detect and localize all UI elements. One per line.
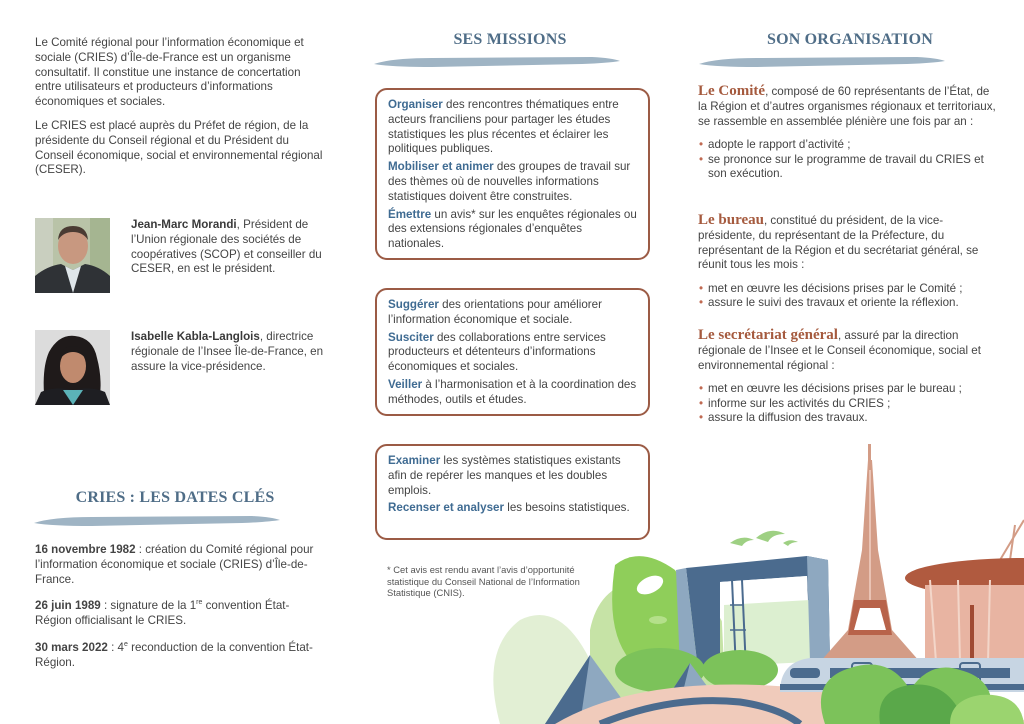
org-comite-list: [698, 138, 998, 181]
list-item-text: met en œuvre les décisions prises par le bureau ;: [708, 382, 962, 396]
list-item-text: assure le suivi des travaux et oriente la réflexion.: [708, 296, 959, 310]
mission-text: des orientations pour améliorer l’information économique et sociale.: [388, 298, 602, 326]
org-comite: [698, 84, 998, 181]
bullet-icon: •: [699, 138, 704, 152]
bullet-icon: •: [699, 382, 704, 396]
intro-paragraph: Le CRIES est placé auprès du Préfet de région, de la présidente du Conseil régional et du Président du Conseil économique, social et environnemental régional (CESER).: [35, 118, 323, 177]
org-bureau-text: [698, 213, 998, 273]
org-secretariat-list: [698, 382, 998, 425]
date-text: : 4: [107, 640, 124, 654]
vice-president-role: , directrice régionale de l’Insee Île-de-France, en assure la vice-présidence.: [131, 330, 324, 373]
missions-footnote: * Cet avis est rendu avant l’avis d’opportunité statistique du Conseil National de l’Information Statistique (CNIS).: [387, 564, 580, 599]
date-item: [35, 638, 325, 670]
mission-item: [388, 331, 638, 375]
missions-box-2: [375, 288, 650, 416]
bullet-icon: •: [699, 296, 704, 310]
mission-item: [388, 98, 638, 157]
bird-icon: [756, 531, 785, 542]
person-president: [35, 218, 335, 293]
dates-heading: CRIES : LES DATES CLÉS: [75, 489, 275, 506]
list-item: [698, 411, 998, 425]
date-sup: re: [196, 599, 203, 607]
date-label: 26 juin 1989: [35, 599, 101, 613]
list-item-text: informe sur les activités du CRIES ;: [708, 396, 891, 410]
mission-keyword: Susciter: [388, 330, 434, 344]
missions-heading: SES MISSIONS: [453, 31, 567, 48]
list-item: [698, 153, 998, 181]
org-comite-title: Le Comité: [698, 83, 766, 99]
mission-item: [388, 378, 638, 408]
bullet-icon: •: [699, 410, 704, 424]
date-sup: e: [123, 640, 128, 648]
mission-keyword: Émettre: [388, 207, 432, 221]
mission-text: un avis* sur les enquêtes régionales ou des extensions régionales d’enquêtes nationales.: [388, 207, 637, 251]
org-bureau-desc: , constitué du président, de la vice-présidente, du représentant de la Préfecture, du représentant de la Région et du secrétariat général, se réunit tous les mois :: [698, 214, 979, 272]
list-item-text: adopte le rapport d’activité ;: [708, 138, 851, 152]
list-item: [698, 296, 998, 310]
missions-box-1: [375, 88, 650, 260]
date-label: 16 novembre 1982: [35, 543, 136, 556]
org-comite-desc: , composé de 60 représentants de l’État, de la Région et d’autres organismes régionaux et territoriaux, se rassemble en assemblée plénière une fois par an :: [698, 85, 996, 128]
date-text: : signature de la 1: [100, 599, 197, 613]
list-item: [698, 138, 998, 152]
org-bureau-list: [698, 282, 998, 310]
list-item-text: met en œuvre les décisions prises par le Comité ;: [708, 282, 963, 296]
mission-keyword: Veiller: [388, 377, 423, 391]
intro-paragraph: Le Comité régional pour l’information économique et sociale (CRIES) d’Île-de-France est un organisme consultatif. Il constitue une instance de concertation entre utilisateurs et producteurs d’informations économiques et sociales.: [35, 36, 304, 109]
list-item-text: se prononce sur le programme de travail du CRIES et son exécution.: [708, 152, 984, 180]
president-caption: [131, 218, 331, 277]
vice-president-caption: [131, 330, 331, 374]
mission-item: [388, 208, 638, 252]
mission-text: les systèmes statistiques existants afin de repérer les manques et les doubles emplois.: [388, 454, 621, 497]
org-secretariat-text: [698, 328, 998, 373]
org-secretariat: [698, 328, 998, 425]
stadium: [905, 520, 1024, 665]
bullet-icon: •: [699, 396, 704, 410]
list-item: [698, 382, 998, 396]
date-label: 30 mars 2022: [35, 640, 108, 654]
mission-keyword: Suggérer: [388, 298, 439, 311]
mission-text: des rencontres thématiques entre acteurs franciliens pour partager les études statistiques les plus récentes et éclairer les politiques publiques.: [388, 98, 619, 156]
org-bureau: [698, 213, 998, 311]
missions-heading-brush: [372, 55, 622, 69]
intro-section: [35, 36, 325, 187]
organisation-heading-brush: [697, 55, 947, 69]
mission-text: à l’harmonisation et à la coordination des méthodes, outils et études.: [388, 377, 637, 406]
mission-keyword: Mobiliser et animer: [388, 160, 494, 174]
vice-president-name: Isabelle Kabla-Langlois: [131, 330, 260, 343]
mission-item: [388, 160, 638, 204]
bird-icon: [730, 538, 754, 546]
date-text: reconduction de la convention État-Région.: [35, 640, 313, 669]
date-text: convention État-Région officialisant le CRIES.: [35, 599, 290, 628]
org-secretariat-desc: , assuré par la direction régionale de l’Insee et le Conseil économique, social et environnemental régional :: [698, 329, 981, 372]
date-item: [35, 596, 325, 628]
organisation-heading: SON ORGANISATION: [766, 31, 934, 48]
date-item: [35, 543, 325, 587]
mission-text: des collaborations entre services producteurs et détenteurs d’informations économiques et sociales.: [388, 330, 606, 374]
bush: [702, 650, 778, 690]
org-bureau-title: Le bureau: [698, 212, 764, 228]
mission-keyword: Examiner: [388, 454, 441, 467]
paris-illustration: [480, 430, 1024, 724]
org-comite-text: [698, 84, 998, 129]
president-role: , Président de l’Union régionale des sociétés de coopératives (SCOP) et conseiller du CESER, en est le président.: [131, 218, 322, 276]
bullet-icon: •: [699, 152, 704, 166]
date-text: : création du Comité régional pour l’information économique et sociale (CRIES) d’Île-de-France.: [35, 543, 314, 586]
org-secretariat-title: Le secrétariat général: [698, 327, 838, 343]
mission-keyword: Organiser: [388, 98, 443, 111]
dates-list: [35, 543, 325, 679]
dates-heading-brush: [32, 514, 282, 528]
list-item: [698, 397, 998, 411]
vice-president-photo: [35, 330, 110, 405]
person-vice-president: [35, 330, 335, 405]
list-item-text: assure la diffusion des travaux.: [708, 410, 868, 424]
bullet-icon: •: [699, 282, 704, 296]
eiffel-tower: [820, 444, 920, 662]
mission-keyword: Recenser et analyser: [388, 501, 505, 515]
president-name: Jean-Marc Morandi: [131, 218, 237, 231]
list-item: [698, 282, 998, 296]
president-photo: [35, 218, 110, 293]
mission-text: des groupes de travail sur des thèmes où de nouvelles informations statistiques doivent être construites.: [388, 160, 631, 203]
mission-item: [388, 298, 638, 328]
bird-icon: [783, 540, 798, 546]
mission-text: les besoins statistiques.: [504, 501, 630, 515]
